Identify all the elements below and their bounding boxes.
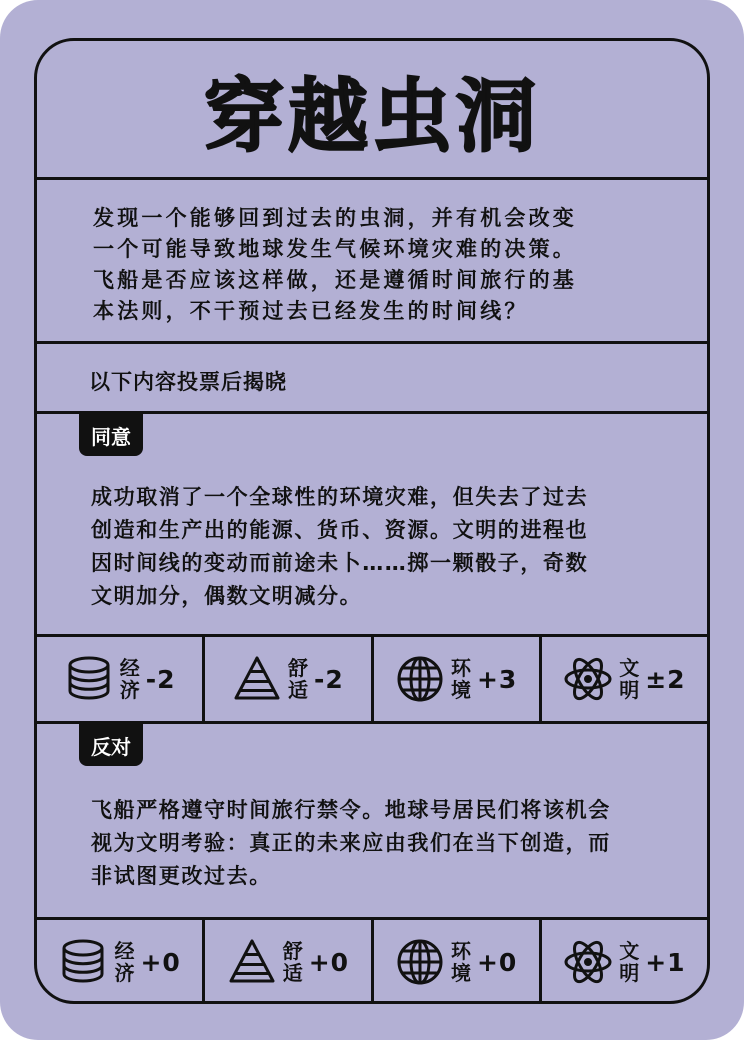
stat-label-char: 明: [619, 961, 640, 985]
stat-label-char: 文: [619, 939, 640, 963]
stat-label: [451, 657, 471, 701]
stat-label-char: 环: [450, 939, 471, 963]
stat-value: -2: [145, 664, 176, 694]
option-text-line: 创造和生产出的能源、货币、资源。文明的进程也: [91, 518, 589, 542]
coin-stack-icon: [58, 937, 108, 987]
stat-label-char: 境: [450, 678, 471, 702]
card-title: 穿越虫洞: [204, 69, 540, 163]
description-line: 飞船是否应该这样做，还是遵循时间旅行的基: [93, 268, 577, 292]
stat-label-char: 文: [619, 656, 640, 680]
stat-label-char: 舒: [287, 656, 308, 680]
pyramid-icon: [227, 937, 277, 987]
option-text-line: 非试图更改过去。: [91, 864, 272, 888]
stat-value: +1: [645, 947, 686, 977]
option-text-line: 成功取消了一个全球性的环境灾难，但失去了过去: [91, 485, 589, 509]
option-text-line: 视为文明考验：真正的未来应由我们在当下创造，而: [91, 831, 611, 855]
stat-label: [283, 940, 303, 984]
stat-environment: [374, 920, 542, 1004]
option-text-agree: [37, 481, 707, 613]
stat-label-char: 经: [114, 939, 135, 963]
stat-label-char: 经: [119, 656, 140, 680]
reveal-note: 以下内容投票后揭晓: [89, 370, 287, 394]
stat-label-char: 济: [114, 961, 135, 985]
card-frame: [34, 38, 710, 1004]
stat-label-char: 济: [119, 678, 140, 702]
option-text-line: 文明加分，偶数文明减分。: [91, 584, 363, 608]
stat-value: +3: [476, 664, 518, 694]
stat-comfort: [205, 637, 373, 721]
stat-label: [114, 940, 134, 984]
stat-value: +0: [140, 947, 181, 977]
stats-row-oppose: [37, 920, 707, 1004]
description-line: 本法则，不干预过去已经发生的时间线？: [93, 299, 529, 323]
stat-civilization: [542, 920, 707, 1004]
stat-label: [120, 657, 140, 701]
description-line: 一个可能导致地球发生气候环境灾难的决策。: [93, 237, 577, 261]
stat-label: [619, 940, 639, 984]
card-description: [37, 203, 707, 327]
stat-label: [288, 657, 308, 701]
divider: [37, 177, 707, 180]
option-text-oppose: [37, 794, 707, 893]
stat-label-char: 境: [450, 961, 471, 985]
atom-icon: [563, 654, 613, 704]
stat-economy: [37, 920, 205, 1004]
stat-environment: [374, 637, 542, 721]
globe-icon: [395, 654, 445, 704]
stat-label-char: 适: [287, 678, 308, 702]
divider: [37, 341, 707, 344]
stat-civilization: [542, 637, 707, 721]
stat-comfort: [205, 920, 373, 1004]
description-line: 发现一个能够回到过去的虫洞，并有机会改变: [93, 206, 577, 230]
stat-label-char: 舒: [282, 939, 303, 963]
stats-row-agree: [37, 637, 707, 721]
option-text-line: 飞船严格遵守时间旅行禁令。地球号居民们将该机会: [91, 798, 611, 822]
pyramid-icon: [232, 654, 282, 704]
stat-value: +0: [308, 947, 350, 977]
stat-label: [619, 657, 639, 701]
globe-icon: [395, 937, 445, 987]
stat-value: +0: [476, 947, 518, 977]
stat-value: ±2: [645, 664, 686, 694]
option-tag-agree: 同意: [79, 414, 143, 456]
atom-icon: [563, 937, 613, 987]
stat-label-char: 环: [450, 656, 471, 680]
option-tag-oppose: 反对: [79, 724, 143, 766]
stat-label: [451, 940, 471, 984]
stat-label-char: 适: [282, 961, 303, 985]
stat-label-char: 明: [619, 678, 640, 702]
stat-economy: [37, 637, 205, 721]
stat-value: -2: [313, 664, 344, 694]
coin-stack-icon: [64, 654, 114, 704]
option-text-line: 因时间线的变动而前途未卜……掷一颗骰子，奇数: [91, 551, 589, 575]
